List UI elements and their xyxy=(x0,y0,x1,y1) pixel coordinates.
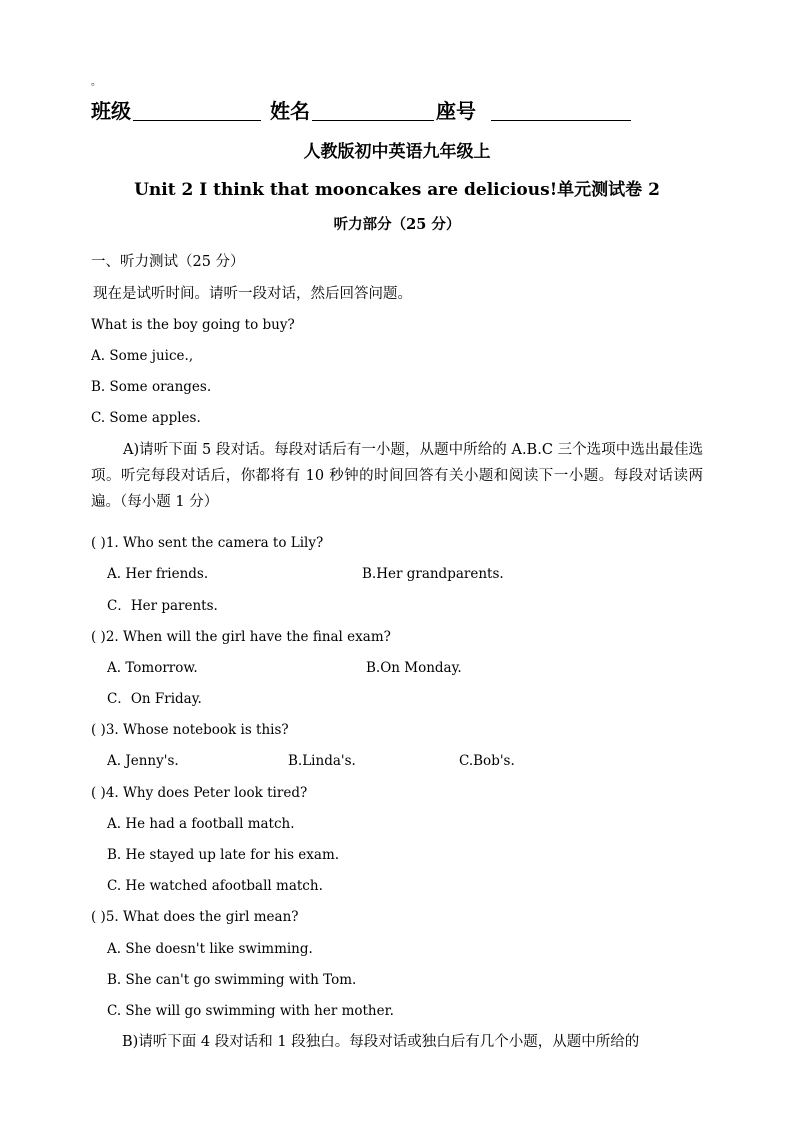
q3-option-c: C.Bob's. xyxy=(459,753,515,769)
sample-option-c: C. Some apples. xyxy=(91,410,201,426)
doc-title-line3: 听力部分（25 分） xyxy=(333,216,461,233)
q1-option-b: B.Her grandparents. xyxy=(362,566,504,582)
question-4: ( )4. Why does Peter look tired? xyxy=(91,785,308,801)
q5-option-c: C. She will go swimming with her mother. xyxy=(107,1003,394,1019)
q2-option-a: A. Tomorrow. xyxy=(107,660,198,676)
q1-option-a: A. Her friends. xyxy=(107,566,209,582)
question-2: ( )2. When will the girl have the final exam? xyxy=(91,629,391,645)
q2-option-c: C．On Friday. xyxy=(107,691,202,707)
name-blank[interactable] xyxy=(312,100,434,121)
question-3: ( )3. Whose notebook is this? xyxy=(91,722,289,738)
part-b-instruction: B)请听下面 4 段对话和 1 段独白。每段对话或独白后有几个小题，从题中所给的 xyxy=(122,1034,640,1050)
q5-option-a: A. She doesn't like swimming. xyxy=(107,941,313,957)
class-label: 班级 xyxy=(91,99,131,123)
seat-blank[interactable] xyxy=(491,100,631,121)
name-label: 姓名 xyxy=(269,99,310,123)
q4-option-b: B. He stayed up late for his exam. xyxy=(107,847,340,863)
section-intro: 现在是试听时间。请听一段对话，然后回答问题。 xyxy=(93,286,412,302)
q5-option-b: B. She can't go swimming with Tom. xyxy=(107,972,357,988)
student-info-header xyxy=(91,100,633,121)
part-a-instruction: A)请听下面 5 段对话。每段对话后有一小题，从题中所给的 A.B.C 三个选项中选出最佳选项。听完每段对话后，你都将有 10 秒钟的时间回答有关小题和阅读下一小题。每段对话读两遍。（每小题 1 分） xyxy=(91,442,703,510)
seat-label: 座号 xyxy=(435,99,476,123)
q1-option-c: C．Her parents. xyxy=(107,598,218,614)
q2-option-b: B.On Monday. xyxy=(366,660,462,676)
q4-option-a: A. He had a football match. xyxy=(107,816,295,832)
q3-option-a: A. Jenny's. xyxy=(107,753,179,769)
top-mark: 。 xyxy=(91,77,101,88)
question-1: ( )1. Who sent the camera to Lily? xyxy=(91,535,324,551)
q3-option-b: B.Linda's. xyxy=(288,753,356,769)
section-heading: 一、听力测试（25 分） xyxy=(91,254,245,270)
doc-title-line1: 人教版初中英语九年级上 xyxy=(303,142,491,162)
sample-option-a: A. Some juice., xyxy=(91,348,194,364)
sample-question: What is the boy going to buy? xyxy=(91,317,295,333)
class-blank[interactable] xyxy=(133,100,261,121)
doc-title-line2: Unit 2 I think that mooncakes are delicious!单元测试卷 2 xyxy=(134,180,660,200)
question-5: ( )5. What does the girl mean? xyxy=(91,909,299,925)
sample-option-b: B. Some oranges. xyxy=(91,379,212,395)
q4-option-c: C. He watched afootball match. xyxy=(107,878,323,894)
